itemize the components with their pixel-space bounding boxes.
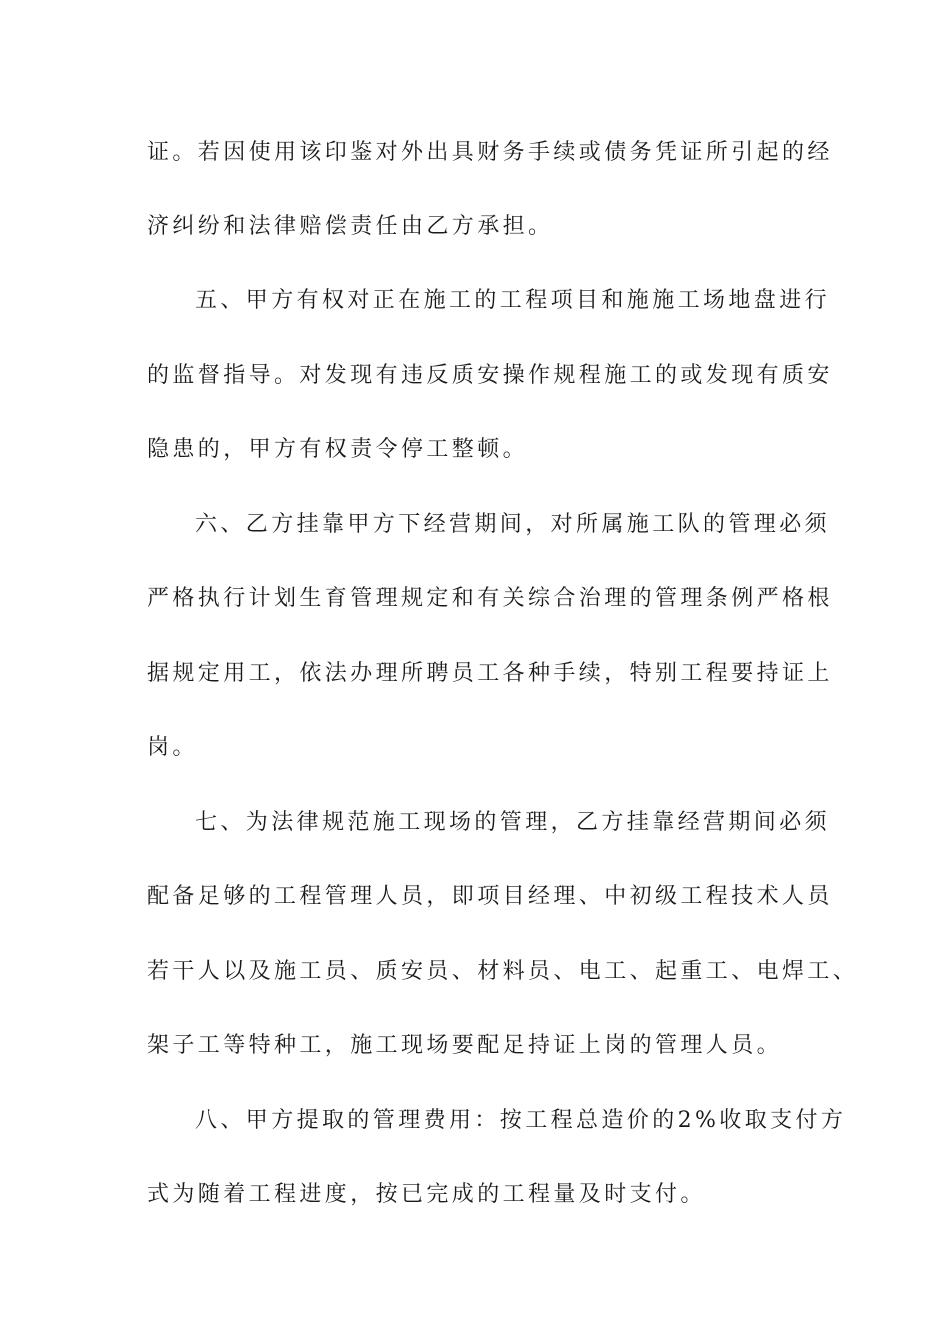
text-line: 隐患的，甲方有权责令停工整顿。: [147, 437, 529, 462]
text-line: 的监督指导。对发现有违反质安操作规程施工的或发现有质安: [147, 363, 833, 388]
text-line: 五、甲方有权对正在施工的工程项目和施施工场地盘进行: [195, 288, 831, 313]
text-line: 严格执行计划生育管理规定和有关综合治理的管理条例严格根: [147, 586, 833, 611]
text-line: 七、为法律规范施工现场的管理，乙方挂靠经营期间必须: [195, 810, 831, 835]
text-line: 架子工等特种工，施工现场要配足持证上岗的管理人员。: [147, 1033, 783, 1058]
text-line: 岗。: [147, 735, 198, 760]
text-line: 证。若因使用该印鉴对外出具财务手续或债务凭证所引起的经: [147, 140, 833, 165]
text-line: 据规定用工，依法办理所聘员工各种手续，特别工程要持证上: [147, 661, 833, 686]
text-line: 八、甲方提取的管理费用：按工程总造价的2%收取支付方: [195, 1108, 847, 1133]
text-line: 济纠纷和法律赔偿责任由乙方承担。: [147, 214, 554, 239]
text-line: 六、乙方挂靠甲方下经营期间，对所属施工队的管理必须: [195, 512, 831, 537]
text-line: 式为随着工程进度，按已完成的工程量及时支付。: [147, 1182, 706, 1207]
text-line: 若干人以及施工员、质安员、材料员、电工、起重工、电焊工、: [147, 959, 859, 984]
text-line: 配备足够的工程管理人员，即项目经理、中初级工程技术人员: [147, 884, 833, 909]
